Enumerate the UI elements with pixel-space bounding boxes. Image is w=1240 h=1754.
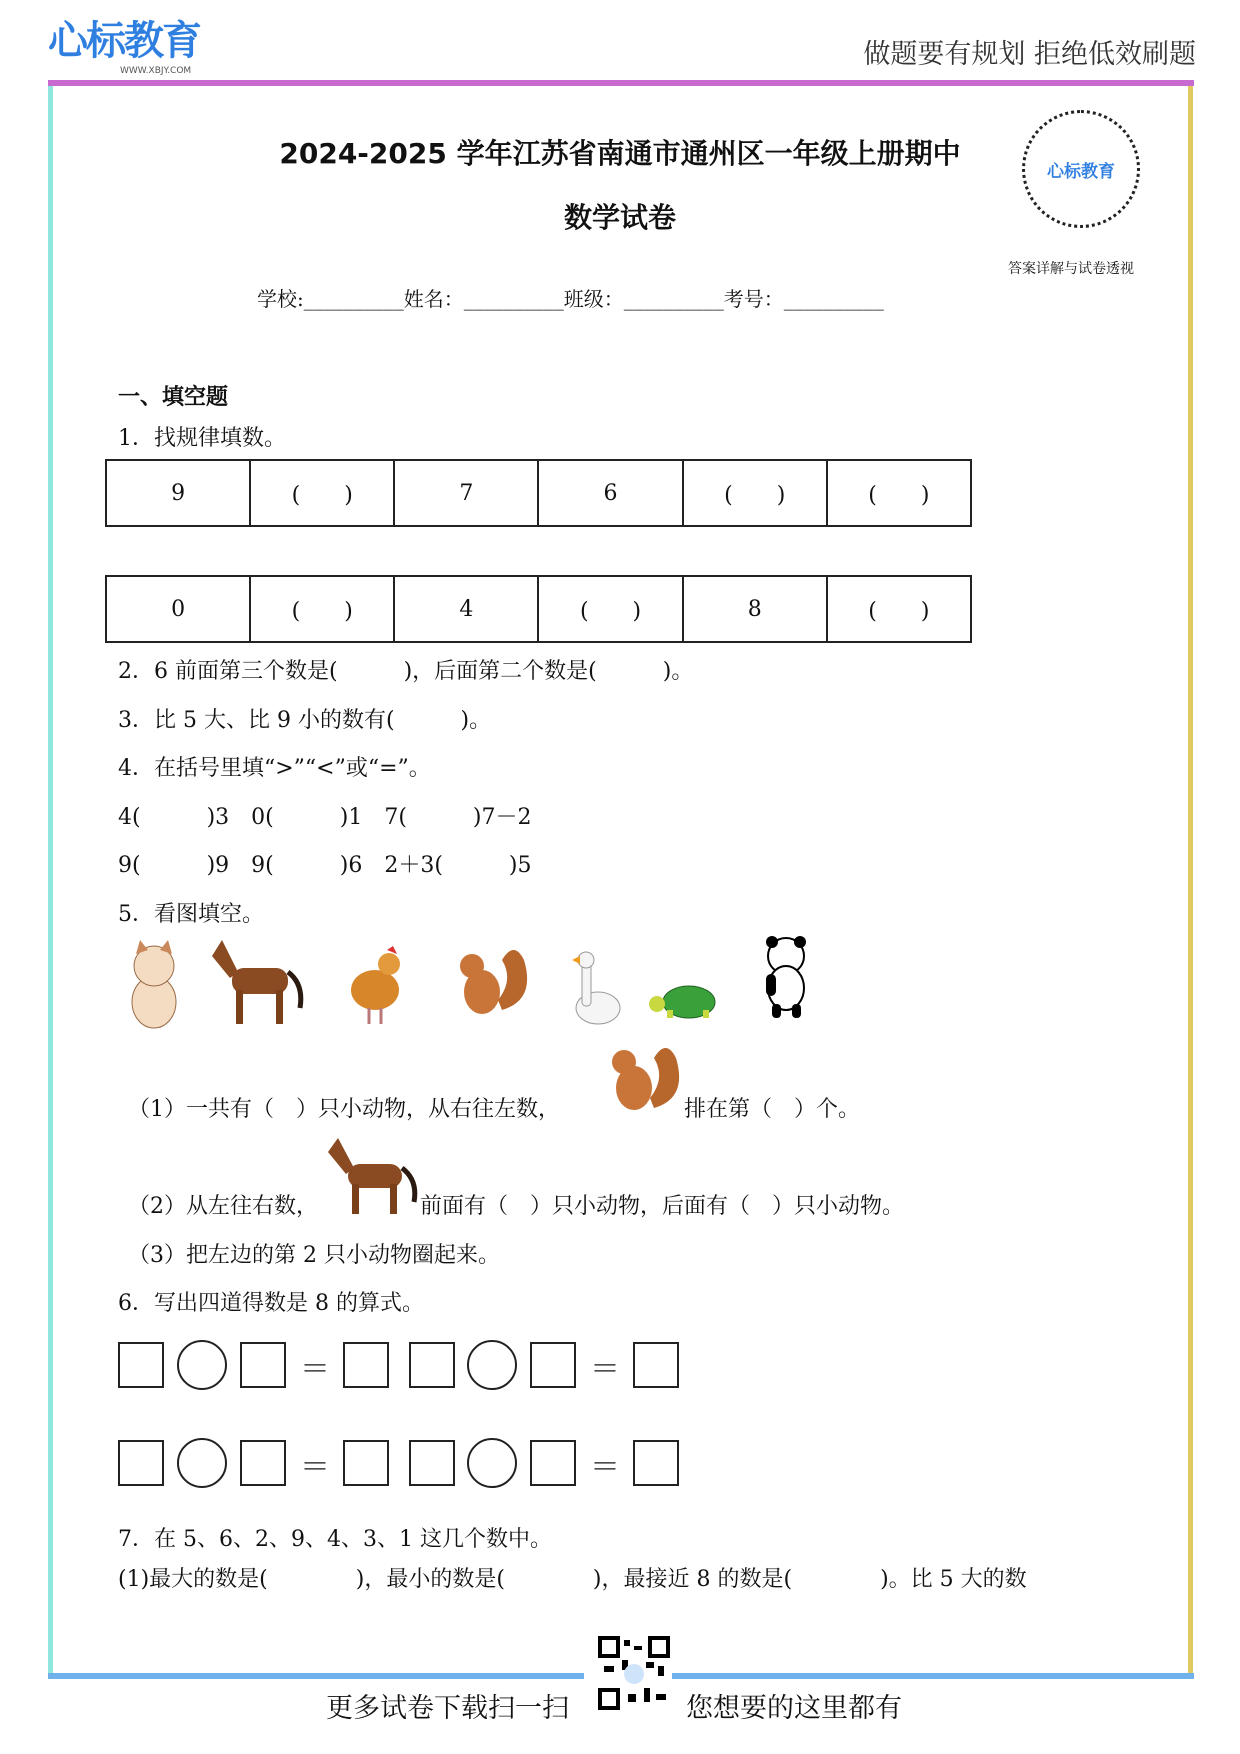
footer-text-left: 更多试卷下载扫一扫	[326, 1693, 569, 1724]
blank-cell[interactable]: ( )	[538, 576, 682, 642]
question-5-part-1b: 排在第（ ）个。	[684, 1097, 861, 1122]
cell: 4	[394, 576, 538, 642]
answer-box[interactable]	[118, 1342, 164, 1388]
question-1: 1．找规律填数。	[118, 426, 286, 451]
blank-cell[interactable]: ( )	[683, 460, 827, 526]
answer-box[interactable]	[343, 1342, 389, 1388]
left-border	[48, 86, 53, 1676]
blank-cell[interactable]: ( )	[250, 460, 394, 526]
exam-subtitle: 数学试卷	[563, 201, 676, 234]
sequence-table-1	[105, 459, 972, 527]
question-5-part-2a: （2）从左往右数，	[128, 1194, 318, 1219]
logo-url: WWW.XBJY.COM	[120, 66, 192, 76]
cell: 8	[683, 576, 827, 642]
question-6: 6．写出四道得数是 8 的算式。	[118, 1291, 424, 1316]
turtle-image	[647, 980, 725, 1020]
answer-box[interactable]	[409, 1440, 455, 1486]
qr-code[interactable]	[1022, 110, 1140, 228]
answer-box[interactable]	[343, 1440, 389, 1486]
answer-box[interactable]	[409, 1342, 455, 1388]
exam-title: 2024-2025 学年江苏省南通市通州区一年级上册期中	[279, 137, 961, 170]
cell: 0	[106, 576, 250, 642]
panda-image	[758, 934, 814, 1018]
squirrel-image	[452, 940, 534, 1020]
answer-box[interactable]	[633, 1342, 679, 1388]
cat-image	[118, 940, 190, 1030]
brand-logo: 心标教育	[48, 18, 200, 64]
blank-cell[interactable]: ( )	[250, 576, 394, 642]
blank-cell[interactable]: ( )	[827, 576, 971, 642]
operator-circle[interactable]	[177, 1438, 227, 1488]
compare-row-1: 4( )3 0( )1 7( )7－2	[118, 805, 532, 830]
goose-image	[568, 948, 622, 1030]
equals-sign: ＝	[300, 1352, 330, 1387]
section-heading: 一、填空题	[118, 385, 229, 410]
equals-sign: ＝	[590, 1450, 620, 1485]
question-3: 3．比 5 大、比 9 小的数有( )。	[118, 708, 492, 733]
footer-qr-code[interactable]	[598, 1636, 670, 1718]
answer-box[interactable]	[530, 1342, 576, 1388]
equals-sign: ＝	[300, 1450, 330, 1485]
qr-logo: 心标教育	[1047, 161, 1115, 182]
footer-divider-left	[48, 1673, 584, 1679]
question-4: 4．在括号里填“>”“<”或“=”。	[118, 756, 431, 781]
question-5-part-2b: 前面有（ ）只小动物，后面有（ ）只小动物。	[420, 1194, 905, 1219]
cell: 6	[538, 460, 682, 526]
question-5-part-3: （3）把左边的第 2 只小动物圈起来。	[128, 1243, 500, 1268]
question-5: 5．看图填空。	[118, 902, 264, 927]
header-slogan: 做题要有规划 拒绝低效刷题	[863, 39, 1196, 70]
operator-circle[interactable]	[467, 1438, 517, 1488]
equals-sign: ＝	[590, 1352, 620, 1387]
squirrel-image	[604, 1038, 686, 1114]
question-7: 7．在 5、6、2、9、4、3、1 这几个数中。	[118, 1527, 552, 1552]
horse-image	[212, 938, 306, 1026]
answer-box[interactable]	[118, 1440, 164, 1486]
header-divider	[48, 80, 1194, 86]
compare-row-2: 9( )9 9( )6 2＋3( )5	[118, 853, 532, 878]
answer-box[interactable]	[240, 1342, 286, 1388]
operator-circle[interactable]	[467, 1340, 517, 1390]
blank-cell[interactable]: ( )	[827, 460, 971, 526]
right-border	[1188, 86, 1193, 1676]
sequence-table-2	[105, 575, 972, 643]
answer-box[interactable]	[240, 1440, 286, 1486]
question-2: 2．6 前面第三个数是( )，后面第二个数是( )。	[118, 659, 694, 684]
question-5-part-1a: （1）一共有（ ）只小动物，从右往左数，	[128, 1097, 560, 1122]
horse-image	[328, 1136, 420, 1214]
footer-divider-right	[672, 1673, 1194, 1679]
question-7-part-1: (1)最大的数是( )，最小的数是( )，最接近 8 的数是( )。比 5 大的数	[118, 1567, 1027, 1592]
cell: 7	[394, 460, 538, 526]
student-info-line: 学校:__________姓名：__________班级：__________考号：__________	[257, 287, 884, 311]
answer-box[interactable]	[530, 1440, 576, 1486]
qr-caption: 答案详解与试卷透视	[1008, 261, 1134, 277]
cell: 9	[106, 460, 250, 526]
footer-text-right: 您想要的这里都有	[686, 1693, 902, 1724]
chicken-image	[345, 946, 407, 1026]
operator-circle[interactable]	[177, 1340, 227, 1390]
answer-box[interactable]	[633, 1440, 679, 1486]
